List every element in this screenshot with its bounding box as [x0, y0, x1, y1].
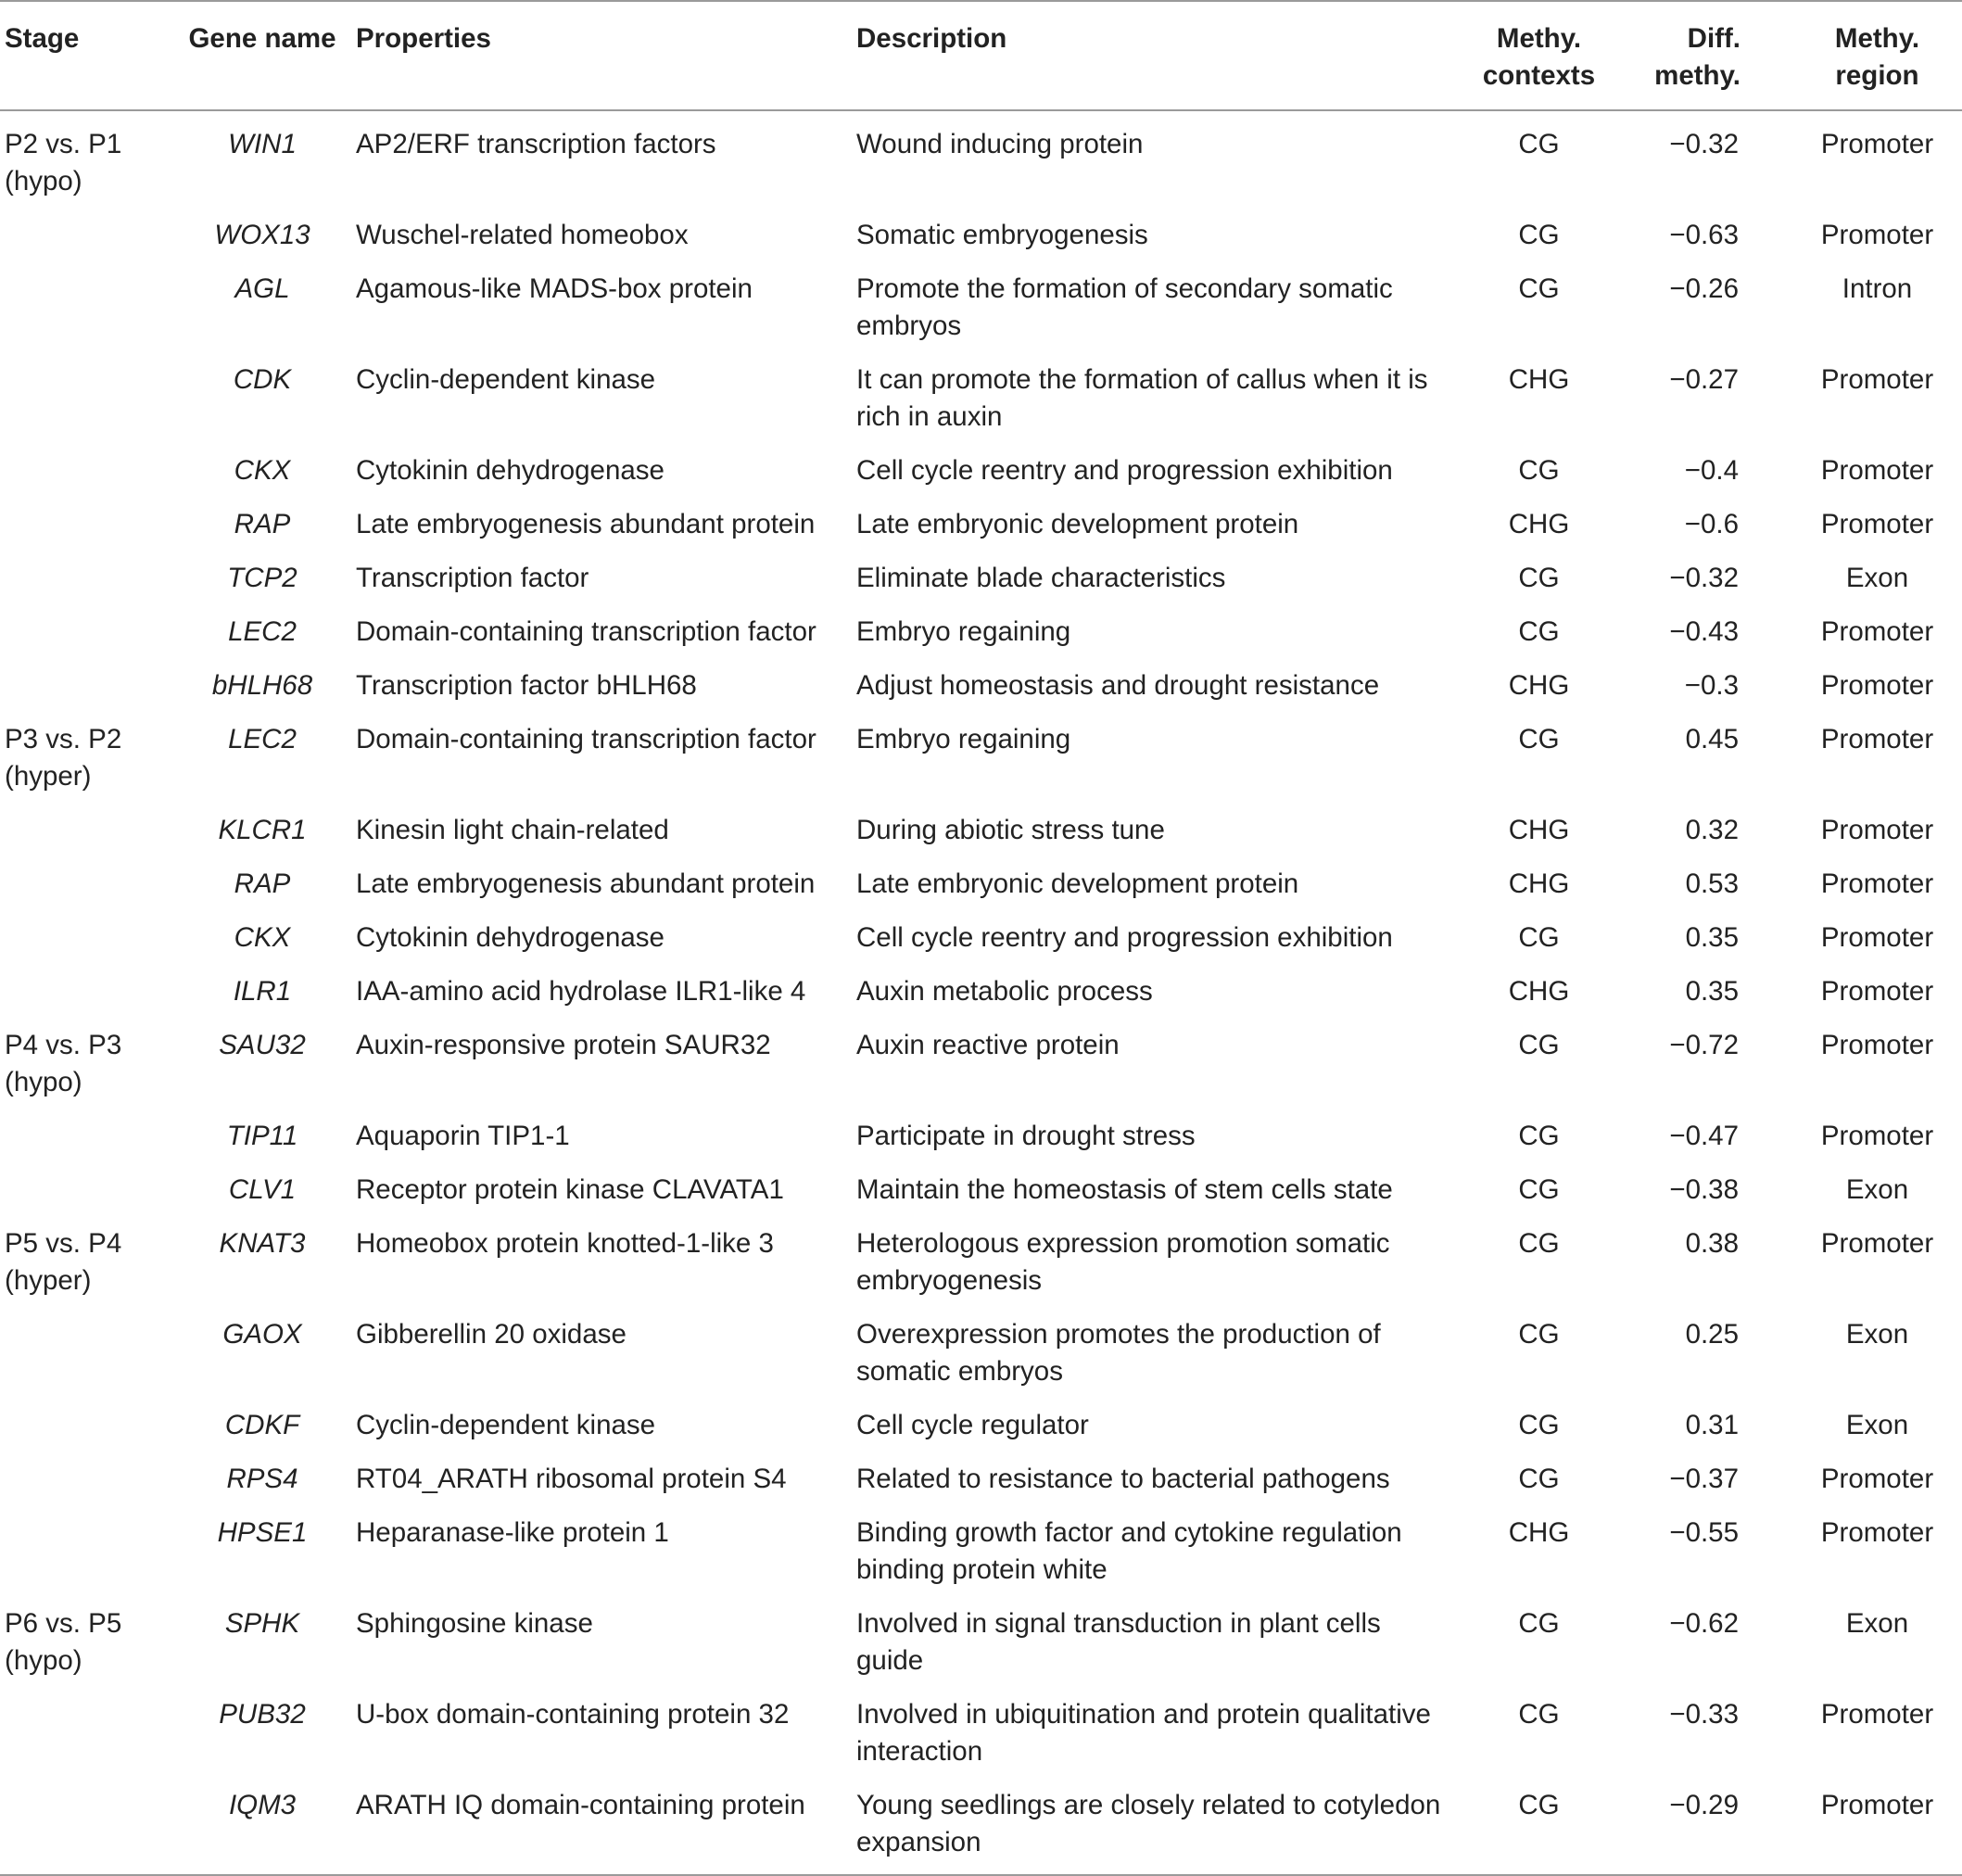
header-diff-methy-line2: methy.: [1654, 60, 1740, 91]
cell-description: Cell cycle reentry and progression exhibition: [856, 922, 1393, 953]
cell-stage: [0, 712, 174, 803]
cell-properties: Transcription factor: [356, 563, 589, 593]
cell-methy-region: Exon: [1845, 1174, 1909, 1205]
cell-description: Maintain the homeostasis of stem cells state: [856, 1174, 1393, 1205]
cell-methy-region: Promoter: [1820, 868, 1934, 899]
cell-gene-name: RPS4: [226, 1464, 298, 1494]
cell-methy-context: CG: [1518, 616, 1560, 647]
table-row: [0, 604, 1962, 658]
cell-diff-methy: −0.37: [1669, 1464, 1739, 1494]
cell-methy-region: Promoter: [1820, 129, 1934, 159]
cell-methy-region: Promoter: [1820, 724, 1934, 754]
cell-diff-methy: −0.29: [1627, 1778, 1792, 1875]
header-stage: Stage: [0, 1, 174, 110]
cell-methy-context: CG: [1518, 1174, 1560, 1205]
header-methy-contexts: [1450, 1, 1627, 110]
cell-methy-context: CG: [1518, 1699, 1560, 1730]
cell-properties: U-box domain-containing protein 32: [356, 1699, 790, 1730]
cell-gene-name: CKX: [234, 922, 291, 953]
cell-stage: [0, 658, 174, 712]
cell-gene-name: GAOX: [222, 1319, 302, 1350]
cell-diff-methy: 0.35: [1685, 922, 1739, 953]
cell-diff-methy: 0.38: [1685, 1228, 1739, 1259]
cell-gene-name: TIP11: [226, 1121, 298, 1151]
cell-stage: [0, 208, 174, 261]
cell-diff-methy: −0.63: [1669, 220, 1739, 250]
cell-properties: Domain-containing transcription factor: [356, 616, 816, 647]
cell-diff-methy: −0.26: [1669, 273, 1739, 304]
cell-methy-region: Promoter: [1820, 976, 1934, 1007]
cell-description: Cell cycle reentry and progression exhibition: [856, 455, 1393, 486]
cell-stage: [0, 1687, 174, 1778]
cell-gene-name: LEC2: [228, 616, 297, 647]
cell-methy-context: CG: [1518, 922, 1560, 953]
table-row: [0, 208, 1962, 261]
cell-methy-context: CG: [1518, 1030, 1560, 1060]
cell-properties: ARATH IQ domain-containing protein: [350, 1778, 851, 1875]
header-description: Description: [851, 1, 1450, 110]
cell-diff-methy: 0.53: [1685, 868, 1739, 899]
cell-methy-context: CG: [1518, 455, 1560, 486]
cell-methy-region: Exon: [1845, 1608, 1909, 1639]
cell-description: Binding growth factor and cytokine regulation binding protein white: [856, 1517, 1402, 1585]
table-row: [0, 1307, 1962, 1398]
table-row: [0, 712, 1962, 803]
cell-diff-methy: 0.35: [1685, 976, 1739, 1007]
table-row: [0, 856, 1962, 910]
cell-stage: [0, 1307, 174, 1398]
cell-gene-name: PUB32: [219, 1699, 306, 1730]
cell-description: Young seedlings are closely related to cotyledon expansion: [851, 1778, 1450, 1875]
cell-description: Overexpression promotes the production of somatic embryos: [856, 1319, 1381, 1387]
cell-methy-context: CG: [1518, 129, 1560, 159]
cell-methy-region: Promoter: [1820, 455, 1934, 486]
cell-properties: RT04_ARATH ribosomal protein S4: [356, 1464, 787, 1494]
cell-gene-name: HPSE1: [217, 1517, 308, 1548]
cell-properties: Cyclin-dependent kinase: [356, 364, 656, 395]
cell-diff-methy: −0.4: [1684, 455, 1739, 486]
cell-stage: [0, 856, 174, 910]
table-row: [0, 497, 1962, 551]
cell-gene-name: RAP: [234, 868, 291, 899]
cell-stage: [0, 1109, 174, 1162]
cell-gene-name: WOX13: [214, 220, 310, 250]
cell-diff-methy: −0.27: [1669, 364, 1739, 395]
cell-methy-context: CHG: [1508, 509, 1570, 539]
cell-methy-context: CG: [1518, 1410, 1560, 1440]
cell-properties: Transcription factor bHLH68: [356, 670, 697, 701]
cell-gene-name: CKX: [234, 455, 291, 486]
cell-description: Auxin metabolic process: [856, 976, 1153, 1007]
cell-stage: [0, 551, 174, 604]
table-row: [0, 443, 1962, 497]
cell-gene-name: KNAT3: [219, 1228, 306, 1259]
cell-stage: [0, 803, 174, 856]
cell-stage: [0, 604, 174, 658]
cell-description: During abiotic stress tune: [856, 815, 1165, 845]
cell-properties: Domain-containing transcription factor: [356, 724, 816, 754]
cell-methy-context: CG: [1450, 1778, 1627, 1875]
cell-methy-context: CG: [1518, 1228, 1560, 1259]
cell-properties: IAA-amino acid hydrolase ILR1-like 4: [356, 976, 806, 1007]
cell-methy-context: CHG: [1508, 1517, 1570, 1548]
header-properties: Properties: [350, 1, 851, 110]
cell-gene-name: TCP2: [227, 563, 297, 593]
cell-methy-context: CG: [1518, 563, 1560, 593]
cell-description: Embryo regaining: [856, 724, 1071, 754]
cell-description: It can promote the formation of callus when it is rich in auxin: [856, 364, 1428, 432]
table-row: [0, 1109, 1962, 1162]
cell-gene-name: bHLH68: [211, 670, 313, 701]
cell-methy-region: Promoter: [1820, 1699, 1934, 1730]
table-row: [0, 110, 1962, 208]
cell-gene-name: ILR1: [233, 976, 292, 1007]
cell-gene-name: WIN1: [228, 129, 297, 159]
cell-properties: Receptor protein kinase CLAVATA1: [356, 1174, 784, 1205]
table-row: [0, 1778, 1962, 1875]
header-methy-region-line2: region: [1835, 60, 1919, 91]
cell-description: Cell cycle regulator: [856, 1410, 1089, 1440]
cell-diff-methy: −0.55: [1669, 1517, 1739, 1548]
cell-description: Promote the formation of secondary somatic embryos: [856, 273, 1393, 341]
cell-gene-name: KLCR1: [218, 815, 307, 845]
cell-description: Heterologous expression promotion somatic embryogenesis: [856, 1228, 1390, 1296]
header-gene-name: Gene name: [174, 1, 350, 110]
cell-properties: Wuschel-related homeobox: [356, 220, 689, 250]
table-row: [0, 352, 1962, 443]
header-diff-methy: [1627, 1, 1792, 110]
cell-properties: Late embryogenesis abundant protein: [356, 868, 816, 899]
cell-properties: Cyclin-dependent kinase: [356, 1410, 656, 1440]
cell-methy-region: Exon: [1845, 563, 1909, 593]
cell-methy-region: Promoter: [1820, 616, 1934, 647]
cell-diff-methy: −0.72: [1669, 1030, 1739, 1060]
cell-stage: [0, 110, 174, 208]
cell-stage: [0, 261, 174, 352]
stage-label: P2 vs. P1: [5, 129, 122, 159]
cell-stage: [0, 443, 174, 497]
header-methy-region-line1: Methy.: [1834, 23, 1920, 54]
cell-methy-region: Exon: [1845, 1319, 1909, 1350]
table-row: [0, 1687, 1962, 1778]
table-row: [0, 1505, 1962, 1596]
cell-description: Participate in drought stress: [856, 1121, 1196, 1151]
stage-label: P6 vs. P5: [5, 1608, 122, 1639]
cell-stage: [0, 1216, 174, 1307]
table-body: [0, 110, 1962, 1875]
cell-stage: [0, 1451, 174, 1505]
header-methy-region: [1792, 1, 1962, 110]
cell-description: Related to resistance to bacterial pathogens: [856, 1464, 1390, 1494]
cell-description: Somatic embryogenesis: [856, 220, 1148, 250]
cell-description: Embryo regaining: [856, 616, 1071, 647]
cell-properties: Auxin-responsive protein SAUR32: [356, 1030, 771, 1060]
table-row: [0, 1596, 1962, 1687]
cell-methy-region: Promoter: [1820, 1030, 1934, 1060]
cell-stage: [0, 1162, 174, 1216]
cell-methy-context: CHG: [1508, 976, 1570, 1007]
cell-diff-methy: −0.62: [1669, 1608, 1739, 1639]
stage-note: (hypo): [5, 1067, 82, 1097]
cell-methy-region: Promoter: [1792, 1778, 1962, 1875]
cell-methy-region: Promoter: [1820, 509, 1934, 539]
header-diff-methy-line1: Diff.: [1687, 23, 1740, 54]
cell-methy-context: CG: [1518, 1121, 1560, 1151]
cell-stage: [0, 1505, 174, 1596]
cell-methy-region: Promoter: [1820, 815, 1934, 845]
cell-description: Adjust homeostasis and drought resistance: [856, 670, 1380, 701]
cell-diff-methy: −0.3: [1684, 670, 1739, 701]
cell-methy-region: Promoter: [1820, 1121, 1934, 1151]
cell-gene-name: CDK: [233, 364, 292, 395]
cell-methy-region: Promoter: [1820, 364, 1934, 395]
stage-label: P4 vs. P3: [5, 1030, 122, 1060]
cell-stage: [0, 1398, 174, 1451]
cell-description: Wound inducing protein: [856, 129, 1144, 159]
cell-description: Late embryonic development protein: [856, 868, 1299, 899]
cell-methy-context: CG: [1518, 1464, 1560, 1494]
cell-gene-name: LEC2: [228, 724, 297, 754]
cell-methy-region: Exon: [1845, 1410, 1909, 1440]
cell-description: Auxin reactive protein: [856, 1030, 1120, 1060]
cell-stage: [0, 1596, 174, 1687]
cell-methy-region: Intron: [1842, 273, 1913, 304]
cell-methy-context: CG: [1518, 220, 1560, 250]
stage-label: P5 vs. P4: [5, 1228, 122, 1259]
cell-methy-context: CG: [1518, 1608, 1560, 1639]
stage-note: (hypo): [5, 1645, 82, 1676]
cell-description: Eliminate blade characteristics: [856, 563, 1226, 593]
table-row: [0, 1216, 1962, 1307]
cell-properties: Sphingosine kinase: [356, 1608, 593, 1639]
stage-label: P3 vs. P2: [5, 724, 122, 754]
cell-properties: Gibberellin 20 oxidase: [356, 1319, 627, 1350]
cell-diff-methy: −0.33: [1669, 1699, 1739, 1730]
cell-diff-methy: 0.32: [1685, 815, 1739, 845]
cell-methy-context: CG: [1518, 724, 1560, 754]
header-row: [0, 1, 1962, 110]
cell-methy-context: CG: [1518, 1319, 1560, 1350]
header-methy-contexts-line1: Methy.: [1496, 23, 1582, 54]
table-row: [0, 1451, 1962, 1505]
cell-properties: Homeobox protein knotted-1-like 3: [356, 1228, 774, 1259]
cell-gene-name: IQM3: [174, 1778, 350, 1875]
cell-gene-name: SAU32: [219, 1030, 306, 1060]
stage-note: (hypo): [5, 166, 82, 196]
cell-stage: [0, 352, 174, 443]
table-row: [0, 1018, 1962, 1109]
stage-note: (hyper): [5, 761, 92, 792]
cell-diff-methy: −0.47: [1669, 1121, 1739, 1151]
cell-methy-context: CG: [1518, 273, 1560, 304]
cell-methy-region: Promoter: [1820, 922, 1934, 953]
cell-properties: Aquaporin TIP1-1: [356, 1121, 570, 1151]
cell-methy-region: Promoter: [1820, 1464, 1934, 1494]
cell-gene-name: CDKF: [224, 1410, 300, 1440]
cell-methy-context: CHG: [1508, 868, 1570, 899]
cell-gene-name: RAP: [234, 509, 291, 539]
cell-diff-methy: 0.31: [1685, 1410, 1739, 1440]
cell-description: Late embryonic development protein: [856, 509, 1299, 539]
cell-gene-name: SPHK: [224, 1608, 300, 1639]
table-row: [0, 551, 1962, 604]
table-row: [0, 803, 1962, 856]
cell-diff-methy: −0.32: [1669, 129, 1739, 159]
cell-methy-context: CHG: [1508, 815, 1570, 845]
table-row: [0, 261, 1962, 352]
cell-diff-methy: −0.38: [1669, 1174, 1739, 1205]
header-methy-contexts-line2: contexts: [1482, 60, 1596, 91]
cell-methy-region: Promoter: [1820, 1517, 1934, 1548]
table-header: [0, 1, 1962, 110]
cell-stage: [0, 1018, 174, 1109]
cell-properties: Cytokinin dehydrogenase: [356, 922, 665, 953]
cell-methy-region: Promoter: [1820, 1228, 1934, 1259]
cell-properties: Kinesin light chain-related: [356, 815, 669, 845]
cell-methy-region: Promoter: [1820, 670, 1934, 701]
cell-diff-methy: −0.43: [1669, 616, 1739, 647]
cell-diff-methy: 0.25: [1685, 1319, 1739, 1350]
cell-description: Involved in signal transduction in plant cells guide: [856, 1608, 1381, 1676]
cell-description: Involved in ubiquitination and protein qualitative interaction: [856, 1699, 1431, 1767]
cell-diff-methy: 0.45: [1685, 724, 1739, 754]
table-row: [0, 910, 1962, 964]
cell-properties: AP2/ERF transcription factors: [356, 129, 716, 159]
cell-diff-methy: −0.32: [1669, 563, 1739, 593]
cell-stage: [0, 1778, 174, 1875]
cell-properties: Late embryogenesis abundant protein: [356, 509, 816, 539]
cell-gene-name: AGL: [234, 273, 290, 304]
table-row: [0, 1398, 1962, 1451]
cell-methy-context: CHG: [1508, 364, 1570, 395]
cell-properties: Cytokinin dehydrogenase: [356, 455, 665, 486]
stage-note: (hyper): [5, 1265, 92, 1296]
cell-stage: [0, 964, 174, 1018]
cell-methy-context: CHG: [1508, 670, 1570, 701]
cell-gene-name: CLV1: [228, 1174, 297, 1205]
cell-methy-region: Promoter: [1820, 220, 1934, 250]
cell-diff-methy: −0.6: [1684, 509, 1739, 539]
cell-stage: [0, 910, 174, 964]
cell-properties: Heparanase-like protein 1: [356, 1517, 669, 1548]
table-row: [0, 964, 1962, 1018]
cell-properties: Agamous-like MADS-box protein: [356, 273, 753, 304]
cell-stage: [0, 497, 174, 551]
table-row: [0, 658, 1962, 712]
table-row: [0, 1162, 1962, 1216]
